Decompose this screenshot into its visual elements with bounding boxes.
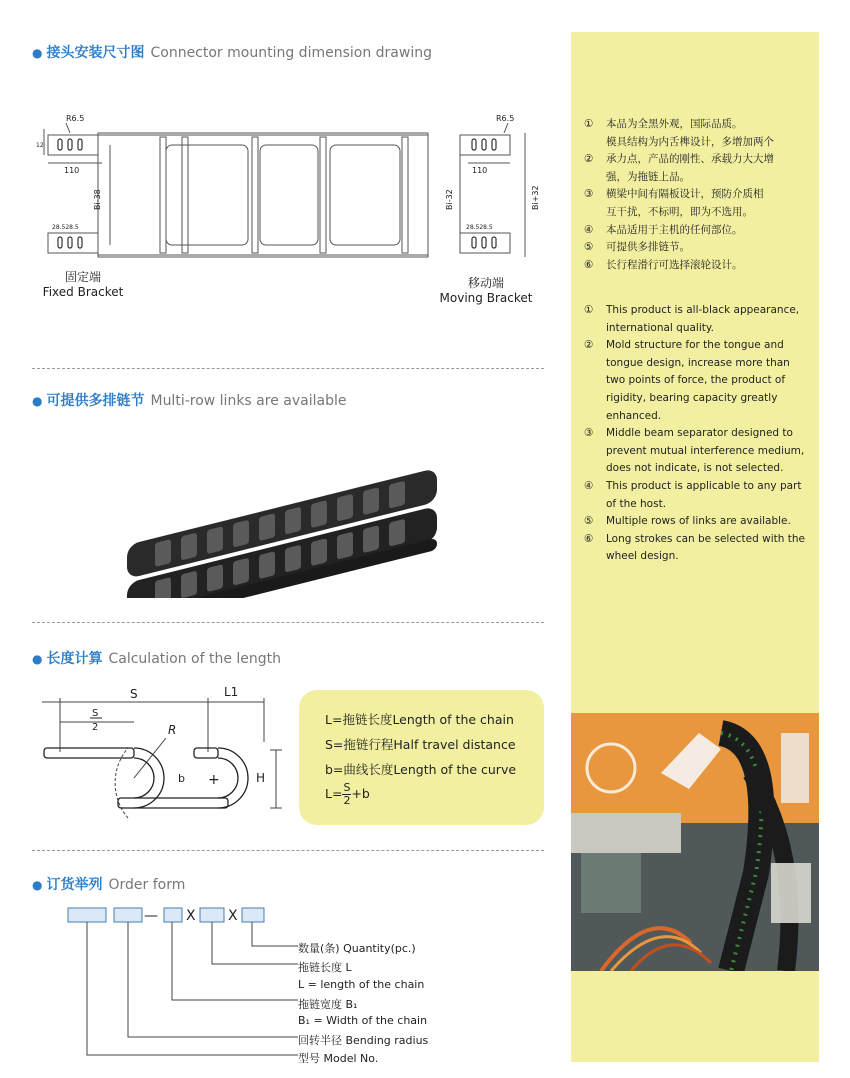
dim-right-inner: Bi-32 [445,189,454,210]
list-item: ④ This product is applicable to any part of the host. [584,479,802,510]
length-b-label: b [178,772,185,785]
features-cn-list [584,116,806,274]
small-dim-right: 28.528.5 [466,224,493,231]
svg-text:+: + [208,772,220,788]
length-h-label: H [256,771,266,785]
section-title-multirow [32,390,346,410]
divider [32,850,544,851]
r-right-label: R6.5 [496,114,515,123]
formula-line-4 [325,782,370,807]
order-sep-x1: X [186,908,196,924]
section-title-cn: 长度计算 [46,651,103,667]
fixed-bracket-caption [42,270,124,300]
robot-photo-illustration [571,713,819,971]
moving-bracket-en: Moving Bracket [439,291,533,305]
small-dim-left: 28.528.5 [52,224,79,231]
divider [32,622,544,623]
mounting-dimension-drawing [30,105,550,265]
list-item: ③ Middle beam separator designed to prevent mutual interference medium, does not indicate, is not selected. [584,427,805,475]
order-sep-dash: — [144,908,158,924]
length-calculation-diagram [38,682,288,832]
section-title-cn: 订货举列 [46,877,103,893]
r-left-label: R6.5 [66,114,85,123]
formula-line-3: b=曲线长度Length of the curve [325,762,517,777]
dim-110-right: 110 [472,166,488,175]
list-item: ④ 本品适用于主机的任何部位。 [584,223,743,236]
length-s-label: S [130,687,138,701]
cable-chain-robot-photo [571,713,819,971]
multirow-chain-image [115,428,455,598]
dim-right-outer: Bi+32 [531,185,540,210]
length-s2-den: 2 [92,722,99,733]
bullet-icon: ● [32,878,43,892]
order-item-quantity: 数量(条) Quantity(pc.) [298,942,416,955]
order-item-width-en: B₁ = Width of the chain [298,1014,428,1027]
section-title-length [32,648,281,668]
dim-left-vertical: Bi-38 [93,189,102,210]
list-item: 模具结构为内舌榫设计，多增加两个 [606,135,774,148]
list-item: ⑤ 可提供多排链节。 [584,241,690,254]
order-item-length-en: L = length of the chain [298,978,425,991]
fixed-bracket-en: Fixed Bracket [42,285,124,299]
formula-suffix: +b [351,786,370,801]
dim-110-left: 110 [64,166,80,175]
formula-l-prefix: L= [325,786,343,801]
list-item: ① This product is all-black appearance, international quality. [584,304,800,334]
section-title-en: Multi-row links are available [150,393,347,409]
order-item-width-cn: 拖链宽度 B₁ [298,998,358,1011]
list-item: ② Mold structure for the tongue and tongue design, increase more than two points of force, the product of rigidity, bearing capacity greatly enhanced. [584,339,790,422]
order-form-diagram [60,902,300,1062]
list-item: 强，为拖链上品。 [606,170,690,183]
formula-line-2: S=拖链行程Half travel distance [325,737,516,752]
bullet-icon: ● [32,652,43,666]
formula-box [299,690,544,825]
order-sep-x2: X [228,908,238,924]
moving-bracket-cn: 移动端 [467,276,504,290]
list-item: ① 本品为全黑外观，国际品质。 [584,118,743,130]
list-item: 互干扰，不标明，即为不选用。 [606,205,753,218]
section-title-mounting [32,42,432,62]
features-en-list [584,302,806,566]
order-item-length-cn: 拖链长度 L [298,961,352,974]
list-item: ⑥ 长行程滑行可选择滚轮设计。 [584,258,743,271]
section-title-cn: 接头安装尺寸图 [46,45,145,61]
length-s2-num: S [92,708,99,719]
section-title-cn: 可提供多排链节 [46,393,145,409]
divider [32,368,544,369]
list-item: ② 承力点，产品的刚性、承载力大大增 [584,153,774,166]
list-item: ⑥ Long strokes can be selected with the wheel design. [584,532,805,563]
moving-bracket-caption [438,276,534,306]
bullet-icon: ● [32,394,43,408]
length-r-label: R [168,723,177,737]
list-item: ⑤ Multiple rows of links are available. [584,515,791,528]
small-dim-top: 12 [36,142,44,149]
fixed-bracket-cn: 固定端 [64,270,101,284]
order-item-radius: 回转半径 Bending radius [298,1034,429,1047]
bullet-icon: ● [32,46,43,60]
order-item-model: 型号 Model No. [298,1052,379,1065]
list-item: ③ 横梁中间有隔板设计，预防介质相 [584,188,764,201]
section-title-en: Calculation of the length [108,651,282,667]
formula-line-1: L=拖链长度Length of the chain [325,712,514,727]
formula-fraction-den: 2 [343,794,351,807]
formula-fraction-num: S [343,781,351,794]
length-l1-label: L1 [224,685,239,699]
section-title-en: Order form [108,877,186,893]
section-title-order [32,874,185,894]
section-title-en: Connector mounting dimension drawing [150,45,432,61]
